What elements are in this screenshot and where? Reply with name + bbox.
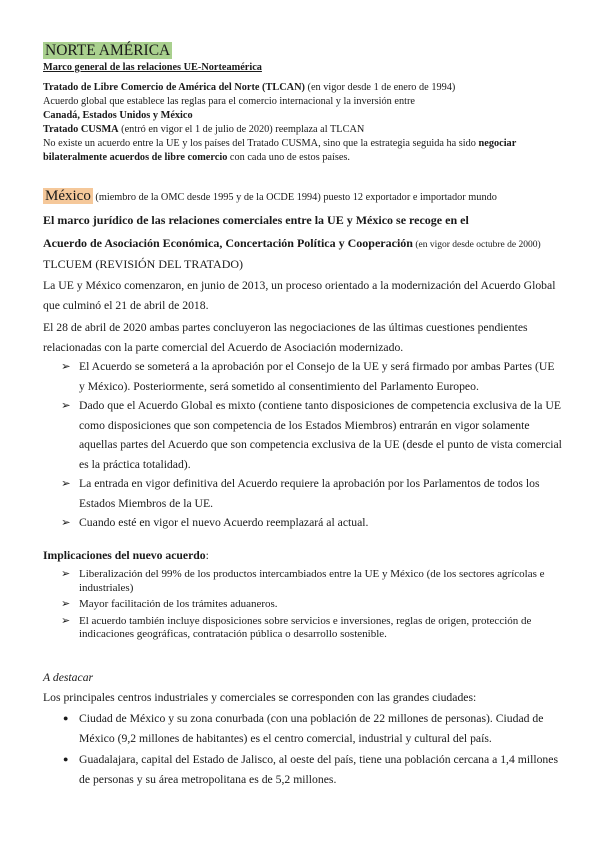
- list-item: ● Ciudad de México y su zona conurbada (con una población de 22 millones de personas). Ciudad de México (9,2 millones de habitantes) es el centro comercial, industrial y cultural del país.: [43, 709, 563, 748]
- tlcan-bold: Tratado de Libre Comercio de América del Norte (TLCAN): [43, 82, 305, 93]
- arrow-bullet-icon: ➢: [61, 516, 71, 529]
- subheading: Marco general de las relaciones UE-Norteamérica: [43, 62, 262, 73]
- para-modernizacion: La UE y México comenzaron, en junio de 2013, un proceso orientado a la modernización del Acuerdo Global que culminó el 21 de abril de 2018.: [43, 279, 556, 312]
- no-existe-text-2: con cada uno de estos países.: [227, 152, 351, 163]
- dot-bullet-icon: ●: [63, 713, 69, 723]
- implicaciones-list: [43, 568, 563, 642]
- cusma-rest: (entró en vigor el 1 de julio de 2020) reemplaza al TLCAN: [118, 124, 365, 135]
- list-item: ➢ Liberalización del 99% de los productos intercambiados entre la UE y México (de los sectores agrícolas e industriales): [61, 568, 545, 594]
- dot-bullet-icon: ●: [63, 754, 69, 764]
- list-item: ➢ El Acuerdo se someterá a la aprobación por el Consejo de la UE y será firmado por ambas Partes (UE y México). Posteriormente, será sometido al consentimiento del Parlamento Europeo.: [43, 357, 563, 396]
- destacar-intro: Los principales centros industriales y comerciales se corresponden con las grandes ciudades:: [43, 691, 477, 704]
- mexico-header: [43, 186, 563, 206]
- arrow-bullet-icon: ➢: [61, 598, 71, 610]
- heading-text: NORTE AMÉRICA: [45, 42, 171, 59]
- cusma-bold: Tratado CUSMA: [43, 124, 119, 135]
- tlcan-rest: (en vigor desde 1 de enero de 1994): [304, 82, 456, 93]
- tlcuem-line: TLCUEM (REVISIÓN DEL TRATADO): [43, 257, 244, 271]
- no-existe-bold-2: bilateralmente acuerdos de libre comercio: [43, 152, 228, 163]
- mexico-meta: (miembro de la OMC desde 1995 y de la OCDE 1994) puesto 12 exportador e importador mundo: [92, 192, 497, 203]
- tlcan-line: [43, 81, 563, 95]
- intro-block: [43, 81, 563, 165]
- arrow-bullet-icon: ➢: [61, 477, 71, 490]
- acuerdo-asociacion-line: [43, 234, 563, 254]
- mexico-label: México: [45, 188, 91, 204]
- arrow-bullet-icon: ➢: [61, 360, 71, 373]
- marco-juridico-line: El marco jurídico de las relaciones comerciales entre la UE y México se recoge en el: [43, 213, 469, 227]
- list-item: ➢ Mayor facilitación de los trámites aduaneros.: [61, 598, 278, 610]
- acuerdo-global-line: Acuerdo global que establece las reglas para el comercio internacional y la inversión entre: [43, 96, 415, 107]
- arrow-bullet-icon: ➢: [61, 614, 71, 627]
- list-item: ➢ Dado que el Acuerdo Global es mixto (contiene tanto disposiciones de competencia exclusiva de la UE como disposiciones que son competencia de los Estados Miembros) entrarán en vigor solamente aquellas partes del Acuerdo que son competencia exclusiva de la UE (desde el punto de vista comercial es la práctica totalidad).: [43, 396, 563, 474]
- list-item: ➢ El acuerdo también incluye disposiciones sobre servicios e inversiones, reglas de origen, protección de indicaciones geográficas, contratación pública o desarrollo sostenible.: [61, 614, 532, 640]
- paises-line: Canadá, Estados Unidos y México: [43, 110, 193, 121]
- cusma-line: [43, 123, 563, 137]
- section-heading: [43, 41, 563, 61]
- destacar-title: A destacar: [43, 671, 94, 684]
- list-item: ➢ Cuando esté en vigor el nuevo Acuerdo reemplazará al actual.: [43, 513, 563, 533]
- implicaciones-title: Implicaciones del nuevo acuerdo:: [43, 549, 209, 562]
- acuerdo-bold: Acuerdo de Asociación Económica, Concertación Política y Cooperación: [43, 236, 413, 250]
- no-existe-bold-1: negociar: [478, 138, 517, 149]
- arrow-bullet-icon: ➢: [61, 568, 71, 580]
- list-item: ➢ La entrada en vigor definitiva del Acuerdo requiere la aprobación por los Parlamentos de todos los Estados Miembros de la UE.: [43, 474, 563, 513]
- list-item: ● Guadalajara, capital del Estado de Jalisco, al oeste del país, tiene una población cercana a 1,4 millones de personas y su área metropolitana es de 5,2 millones.: [43, 750, 563, 789]
- para-negociaciones: El 28 de abril de 2020 ambas partes concluyeron las negociaciones de las últimas cuestiones pendientes relacionadas con la parte comercial del Acuerdo de Asociación modernizado.: [43, 321, 528, 354]
- no-existe-paragraph: [43, 137, 563, 165]
- acuerdo-rest: (en vigor desde octubre de 2000): [412, 240, 541, 250]
- acuerdo-bullets: [43, 357, 563, 533]
- no-existe-text-1: No existe un acuerdo entre la UE y los países del Tratado CUSMA, sino que la estrategia seguida ha sido: [43, 138, 479, 149]
- arrow-bullet-icon: ➢: [61, 399, 71, 412]
- ciudades-list: [43, 709, 563, 789]
